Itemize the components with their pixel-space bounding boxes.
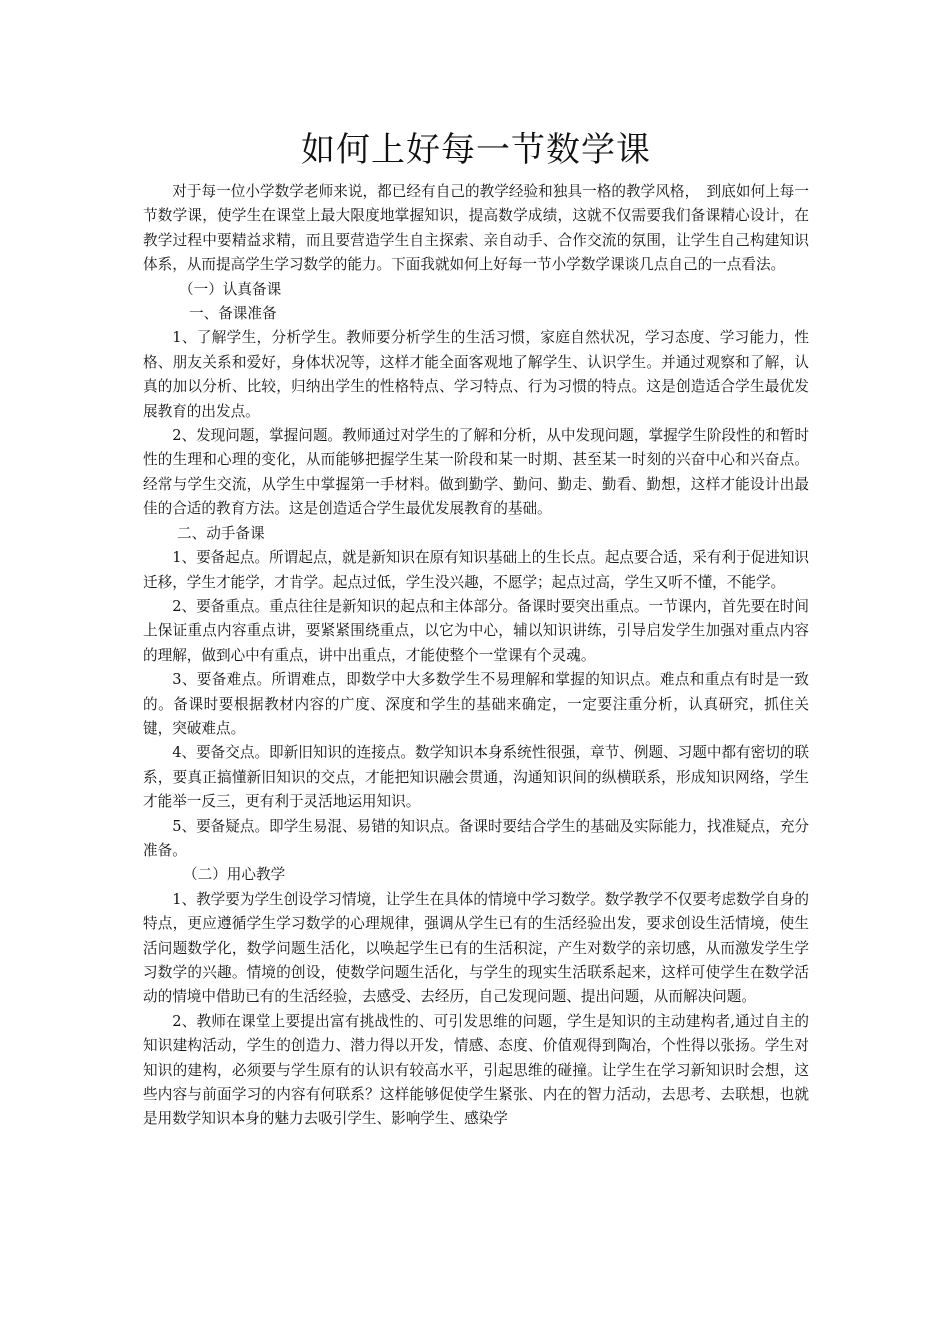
paragraph-difficult-point: 3、要备难点。所谓难点，即数学中大多数学生不易理解和掌握的知识点。难点和重点有时是一致的。备课时要根据教材内容的广度、深度和学生的基础来确定，一定要注重分析，认真研究，抓住关键，突破难点。	[143, 671, 809, 737]
paragraph-doubt-point: 5、要备疑点。即学生易混、易错的知识点。备课时要结合学生的基础及实际能力，找准疑点，充分准备。	[143, 817, 810, 859]
paragraph-find-problems: 2、发现问题，掌握问题。教师通过对学生的了解和分析，从中发现问题，掌握学生阶段性的和暂时性的生理和心理的变化，从而能够把握学生某一阶段和某一时期、甚至某一时刻的兴奋中心和兴奋点。经常与学生交流，从学生中掌握第一手材料。做到勤学、勤问、勤走、勤看、勤想，这样才能设计出最佳的合适的教育方法。这是创造适合学生最优发展教育的基础。	[143, 427, 810, 518]
document-body	[143, 126, 809, 1132]
paragraph-challenging-questions: 2、教师在课堂上要提出富有挑战性的、可引发思维的问题，学生是知识的主动建构者,通过自主的知识建构活动，学生的创造力、潜力得以开发，情感、态度、价值观得到陶冶，个性得以张扬。学生对知识的建构，必须要与学生原有的认识有较高水平，引起思维的碰撞。让学生在学习新知识时会想，这些内容与前面学习的内容有何联系？这样能够促使学生紧张、内在的智力活动，去思考、去联想，也就是用数学知识本身的魅力去吸引学生、影响学生、感染学	[143, 1012, 809, 1128]
subheading-prepare-ready: 一、备课准备	[189, 305, 277, 323]
paragraph-starting-point: 1、要备起点。所谓起点，就是新知识在原有知识基础上的生长点。起点要合适，采有利于促进知识迁移，学生才能学，才肯学。起点过低，学生没兴趣，不愿学；起点过高，学生又听不懂，不能学。	[143, 549, 810, 591]
section-heading-teaching: （二）用心教学	[183, 866, 286, 884]
paragraph-key-point: 2、要备重点。重点往往是新知识的起点和主体部分。备课时要突出重点。一节课内，首先要在时间上保证重点内容重点讲，要紧紧围绕重点，以它为中心，辅以知识讲练，引导启发学生加强对重点内容的理解，做到心中有重点，讲中出重点，才能使整个一堂课有个灵魂。	[143, 597, 810, 664]
paragraph-understand-students: 1、了解学生，分析学生。教师要分析学生的生活习惯，家庭自然状况，学习态度、学习能力，性格、朋友关系和爱好，身体状况等，这样才能全面客观地了解学生、认识学生。并通过观察和了解，认真的加以分析、比较，归纳出学生的性格特点、学习特点、行为习惯的特点。这是创造适合学生最优发展教育的出发点。	[143, 329, 809, 420]
paragraph-junction-point: 4、要备交点。即新旧知识的连接点。数学知识本身系统性很强，章节、例题、习题中都有密切的联系，要真正搞懂新旧知识的交点，才能把知识融会贯通，沟通知识间的纵横联系，形成知识网络，学生才能举一反三，更有利于灵活地运用知识。	[143, 744, 810, 811]
section-heading-prepare: （一）认真备课	[179, 280, 282, 298]
intro-paragraph: 对于每一位小学数学老师来说，都已经有自己的教学经验和独具一格的教学风格， 到底如何上每一节数学课，使学生在课堂上最大限度地掌握知识，提高数学成绩，这就不仅需要我们备课精心设计，在教学过程中要精益求精，而且要营造学生自主探索、亲自动手、合作交流的氛围，让学生自己构建知识体系，从而提高学生学习数学的能力。下面我就如何上好每一节小学数学课谈几点自己的一点看法。	[143, 183, 809, 274]
subheading-hands-on-prepare: 二、动手备课	[177, 524, 265, 542]
paragraph-learning-situation: 1、教学要为学生创设学习情境，让学生在具体的情境中学习数学。数学教学不仅要考虑数学自身的特点，更应遵循学生学习数学的心理规律，强调从学生已有的生活经验出发，要求创设生活情境，使生活问题数学化，数学问题生活化，以唤起学生已有的生活积淀，产生对数学的亲切感，从而激发学生学习数学的兴趣。情境的创设，使数学问题生活化，与学生的现实生活联系起来，这样可使学生在数学活动的情境中借助已有的生活经验，去感受、去经历，自己发现问题、提出问题，从而解决问题。	[143, 890, 810, 1006]
document-title: 如何上好每一节数学课	[301, 130, 651, 170]
